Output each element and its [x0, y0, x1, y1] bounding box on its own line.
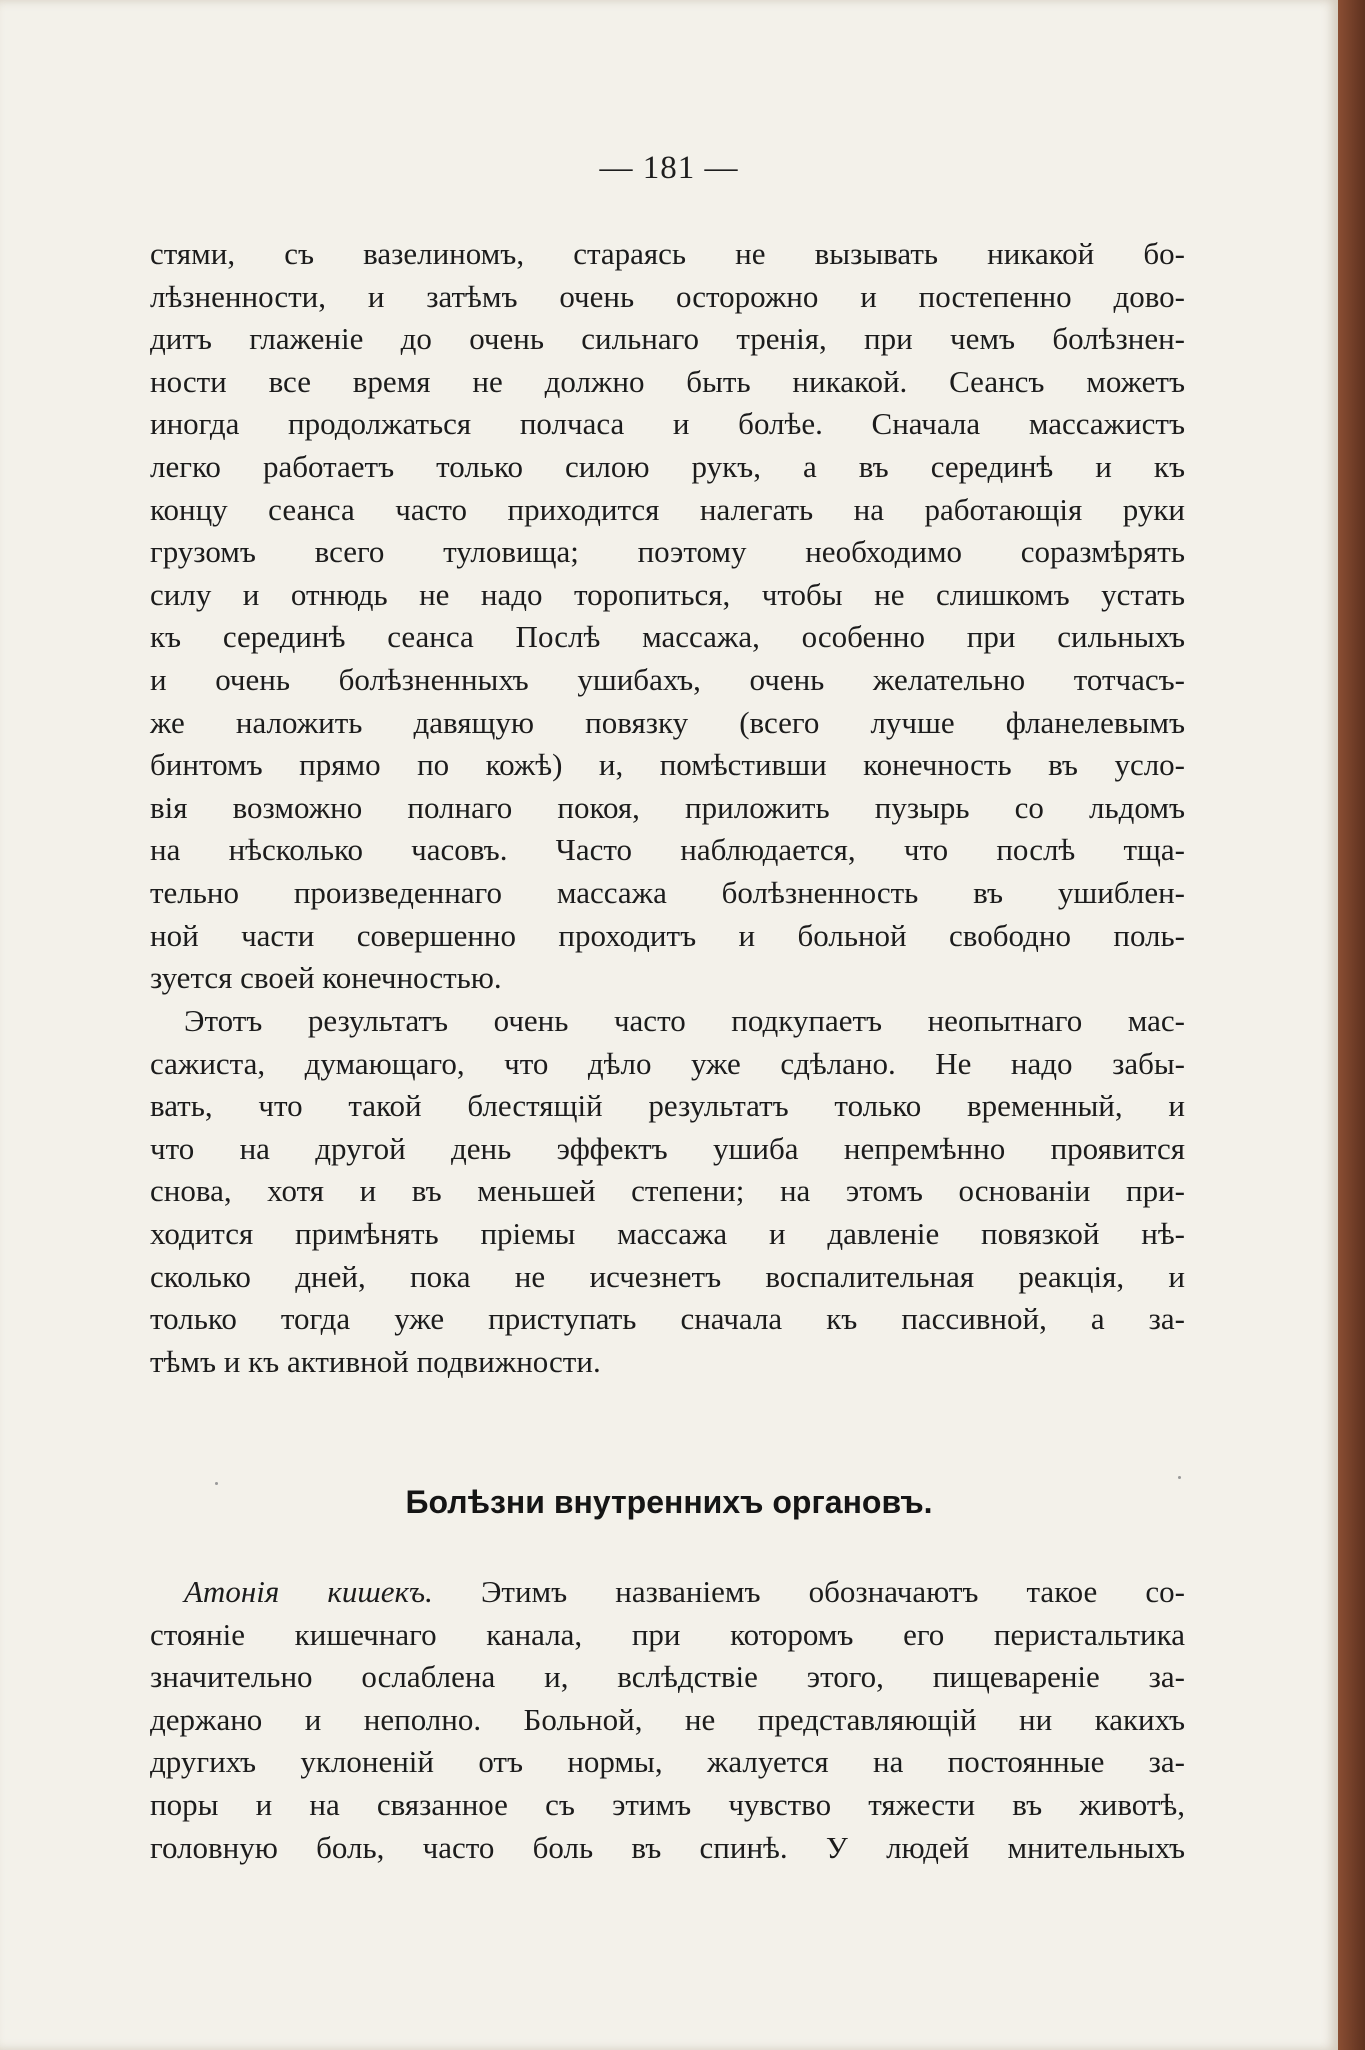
text-line: концу сеанса часто приходится налегать на работающія руки [150, 491, 1185, 527]
text-line: дитъ глаженіе до очень сильнаго тренія, при чемъ болѣзнен- [150, 321, 1185, 357]
text-line: грузомъ всего туловища; поэтому необходимо соразмѣрять [150, 534, 1185, 570]
paragraph-atony [150, 1571, 1185, 1869]
text-line: стями, съ вазелиномъ, стараясь не вызывать никакой бо- [150, 236, 1185, 271]
text-line: вія возможно полнаго покоя, приложить пузырь со льдомъ [150, 789, 1185, 825]
text-line: и очень болѣзненныхъ ушибахъ, очень желательно тотчасъ- [150, 661, 1185, 697]
text-line-first [150, 1571, 1185, 1614]
paper-speck [1178, 1476, 1181, 1479]
text-line: ной части совершенно проходитъ и больной свободно поль- [150, 917, 1185, 953]
page-number: — 181 — [599, 150, 739, 186]
text-line: легко работаетъ только силою рукъ, а въ серединѣ и къ [150, 448, 1185, 484]
text-line: вать, что такой блестящій результатъ только временный, и [150, 1088, 1185, 1124]
text-line: на нѣсколько часовъ. Часто наблюдается, что послѣ тща- [150, 832, 1185, 868]
text-line: держано и неполно. Больной, не представляющій ни какихъ [150, 1701, 1185, 1737]
text-line: бинтомъ прямо по кожѣ) и, помѣстивши конечность въ усло- [150, 747, 1185, 783]
text-line: только тогда уже приступать сначала къ пассивной, а за- [150, 1301, 1185, 1337]
text-line: ности все время не должно быть никакой. Сеансъ можетъ [150, 363, 1185, 399]
text-line-rest: Этимъ названіемъ обозначаютъ такое со- [480, 1574, 1186, 1609]
text-line: зуется своей конечностью. [150, 960, 502, 996]
paper-speck [215, 1482, 218, 1485]
text-line: сажиста, думающаго, что дѣло уже сдѣлано. Не надо забы- [150, 1045, 1185, 1081]
text-line: другихъ уклоненій отъ нормы, жалуется на постоянные за- [150, 1744, 1185, 1780]
text-line: значительно ослаблена и, вслѣдствіе этого, пищевареніе за- [150, 1659, 1185, 1695]
text-line: къ серединѣ сеанса Послѣ массажа, особенно при сильныхъ [150, 619, 1185, 655]
text-line: тѣмъ и къ активной подвижности. [150, 1343, 601, 1379]
text-line: же наложить давящую повязку (всего лучше фланелевымъ [150, 704, 1185, 740]
text-line: тельно произведеннаго массажа болѣзненность въ ушиблен- [150, 874, 1185, 910]
text-line: ходится примѣнять пріемы массажа и давленіе повязкой нѣ- [150, 1215, 1185, 1251]
text-line: что на другой день эффектъ ушиба непремѣнно проявится [150, 1130, 1185, 1166]
text-line: снова, хотя и въ меньшей степени; на этомъ основаніи при- [150, 1173, 1185, 1209]
text-line: лѣзненности, и затѣмъ очень осторожно и постепенно дово- [150, 278, 1185, 314]
term-italic: Атонія кишекъ. [184, 1574, 433, 1609]
text-line: иногда продолжаться полчаса и болѣе. Сначала массажистъ [150, 406, 1185, 442]
text-line: сколько дней, пока не исчезнетъ воспалительная реакція, и [150, 1258, 1185, 1294]
paragraph-massage [150, 233, 1185, 1000]
paragraph-result [150, 1000, 1185, 1383]
text-line: стояніе кишечнаго канала, при которомъ его перистальтика [150, 1616, 1185, 1652]
text-line: силу и отнюдь не надо торопиться, чтобы не слишкомъ устать [150, 576, 1185, 612]
book-edge [1338, 0, 1365, 2050]
section-heading: Болѣзни внутреннихъ органовъ. [405, 1484, 933, 1520]
text-line: поры и на связанное съ этимъ чувство тяжести въ животѣ, [150, 1786, 1185, 1822]
text-line: головную боль, часто боль въ спинѣ. У людей мнительныхъ [150, 1829, 1185, 1865]
text-line: Этотъ результатъ очень часто подкупаетъ неопытнаго мас- [184, 1003, 1185, 1038]
